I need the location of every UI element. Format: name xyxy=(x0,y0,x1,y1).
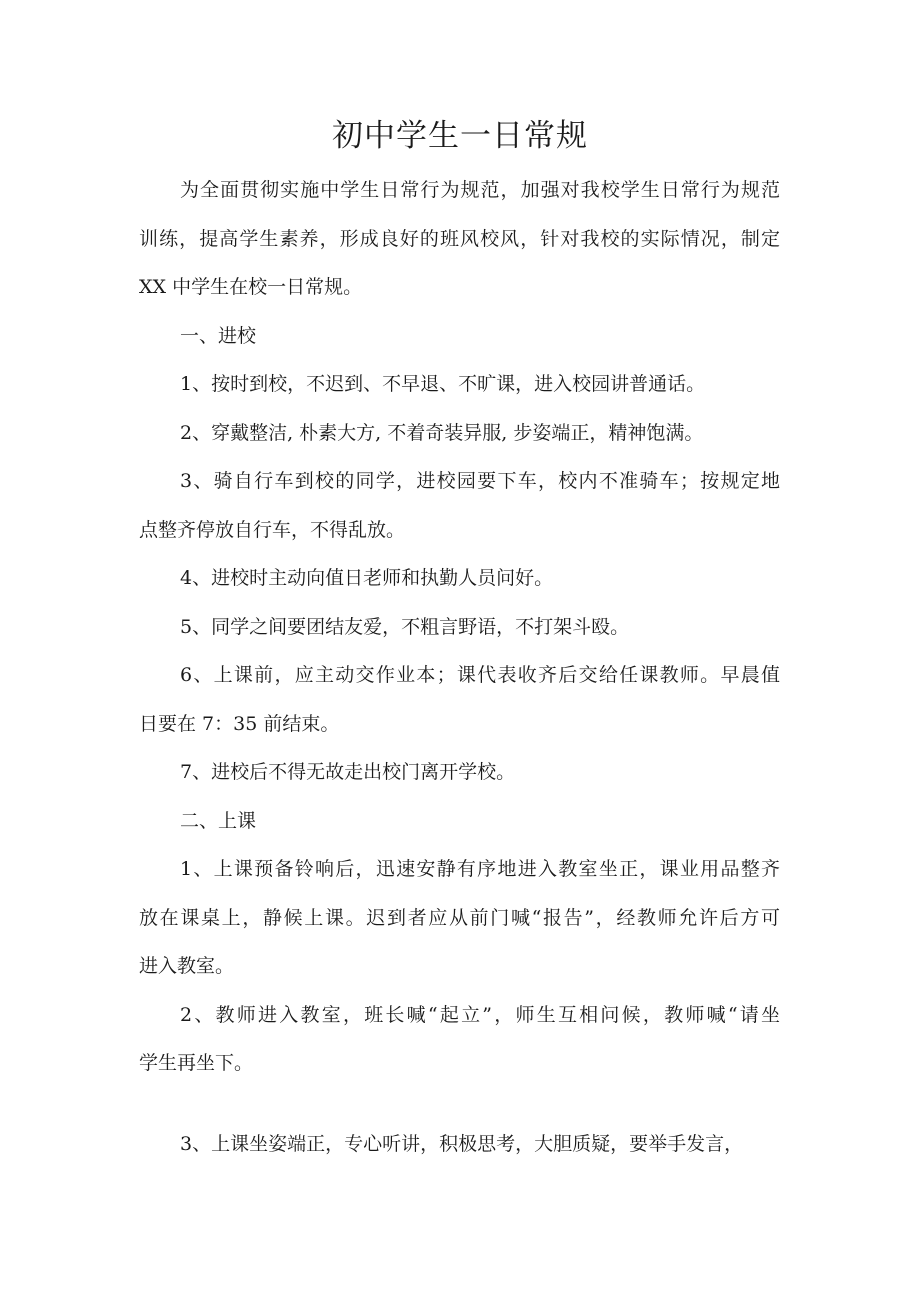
text-line: 学生再坐下。 xyxy=(139,1052,254,1074)
rule-item xyxy=(139,651,780,748)
rule-item xyxy=(139,554,780,603)
document-body xyxy=(139,166,780,1168)
rule-item xyxy=(139,748,780,797)
text-line: 1、按时到校，不迟到、不早退、不旷课，进入校园讲普通话。 xyxy=(180,373,706,395)
text-line: 2、穿戴整洁, 朴素大方, 不着奇装异服, 步姿端正，精神饱满。 xyxy=(180,421,704,444)
rule-item xyxy=(139,457,780,554)
text-line: 为全面贯彻实施中学生日常行为规范，加强对我校学生日常行为规范 xyxy=(180,179,780,201)
text-line: 点整齐停放自行车，不得乱放。 xyxy=(139,518,406,541)
rule-item xyxy=(139,1120,780,1169)
spacer xyxy=(139,1088,780,1120)
text-line: XX 中学生在校一日常规。 xyxy=(139,276,363,298)
document-title: 初中学生一日常规 xyxy=(332,118,588,154)
text-line: 1、上课预备铃响后，迅速安静有序地进入教室坐正，课业用品整齐 xyxy=(180,858,780,880)
text-line: 5、同学之间要团结友爱，不粗言野语，不打架斗殴。 xyxy=(180,615,630,638)
rule-item xyxy=(139,991,780,1088)
text-line: 3、骑自行车到校的同学，进校园要下车，校内不准骑车；按规定地 xyxy=(180,470,780,492)
rule-item xyxy=(139,409,780,458)
text-line: 3、上课坐姿端正，专心听讲，积极思考，大胆质疑，要举手发言， xyxy=(180,1132,744,1155)
text-line: 进入教室。 xyxy=(139,955,235,977)
text-line: 日要在 7：35 前结束。 xyxy=(139,712,340,735)
section-heading-class: 二、上课 xyxy=(180,809,257,832)
text-line: 4、进校时主动向值日老师和执勤人员问好。 xyxy=(180,567,554,589)
text-line: 放在课桌上，静候上课。迟到者应从前门喊“报告”，经教师允许后方可 xyxy=(139,906,780,929)
text-line: 7、进校后不得无故走出校门离开学校。 xyxy=(180,761,516,783)
text-line: 训练，提高学生素养，形成良好的班风校风，针对我校的实际情况，制定 xyxy=(139,227,780,250)
text-line: 6、上课前，应主动交作业本；课代表收齐后交给任课教师。早晨值 xyxy=(180,664,780,686)
rule-item xyxy=(139,845,780,991)
section-heading-entry: 一、进校 xyxy=(180,324,257,347)
text-line: 2、教师进入教室，班长喊“起立”，师生互相问候，教师喊“请坐 xyxy=(180,1003,780,1026)
intro-paragraph xyxy=(139,166,780,312)
rule-item xyxy=(139,360,780,409)
rule-item xyxy=(139,603,780,652)
